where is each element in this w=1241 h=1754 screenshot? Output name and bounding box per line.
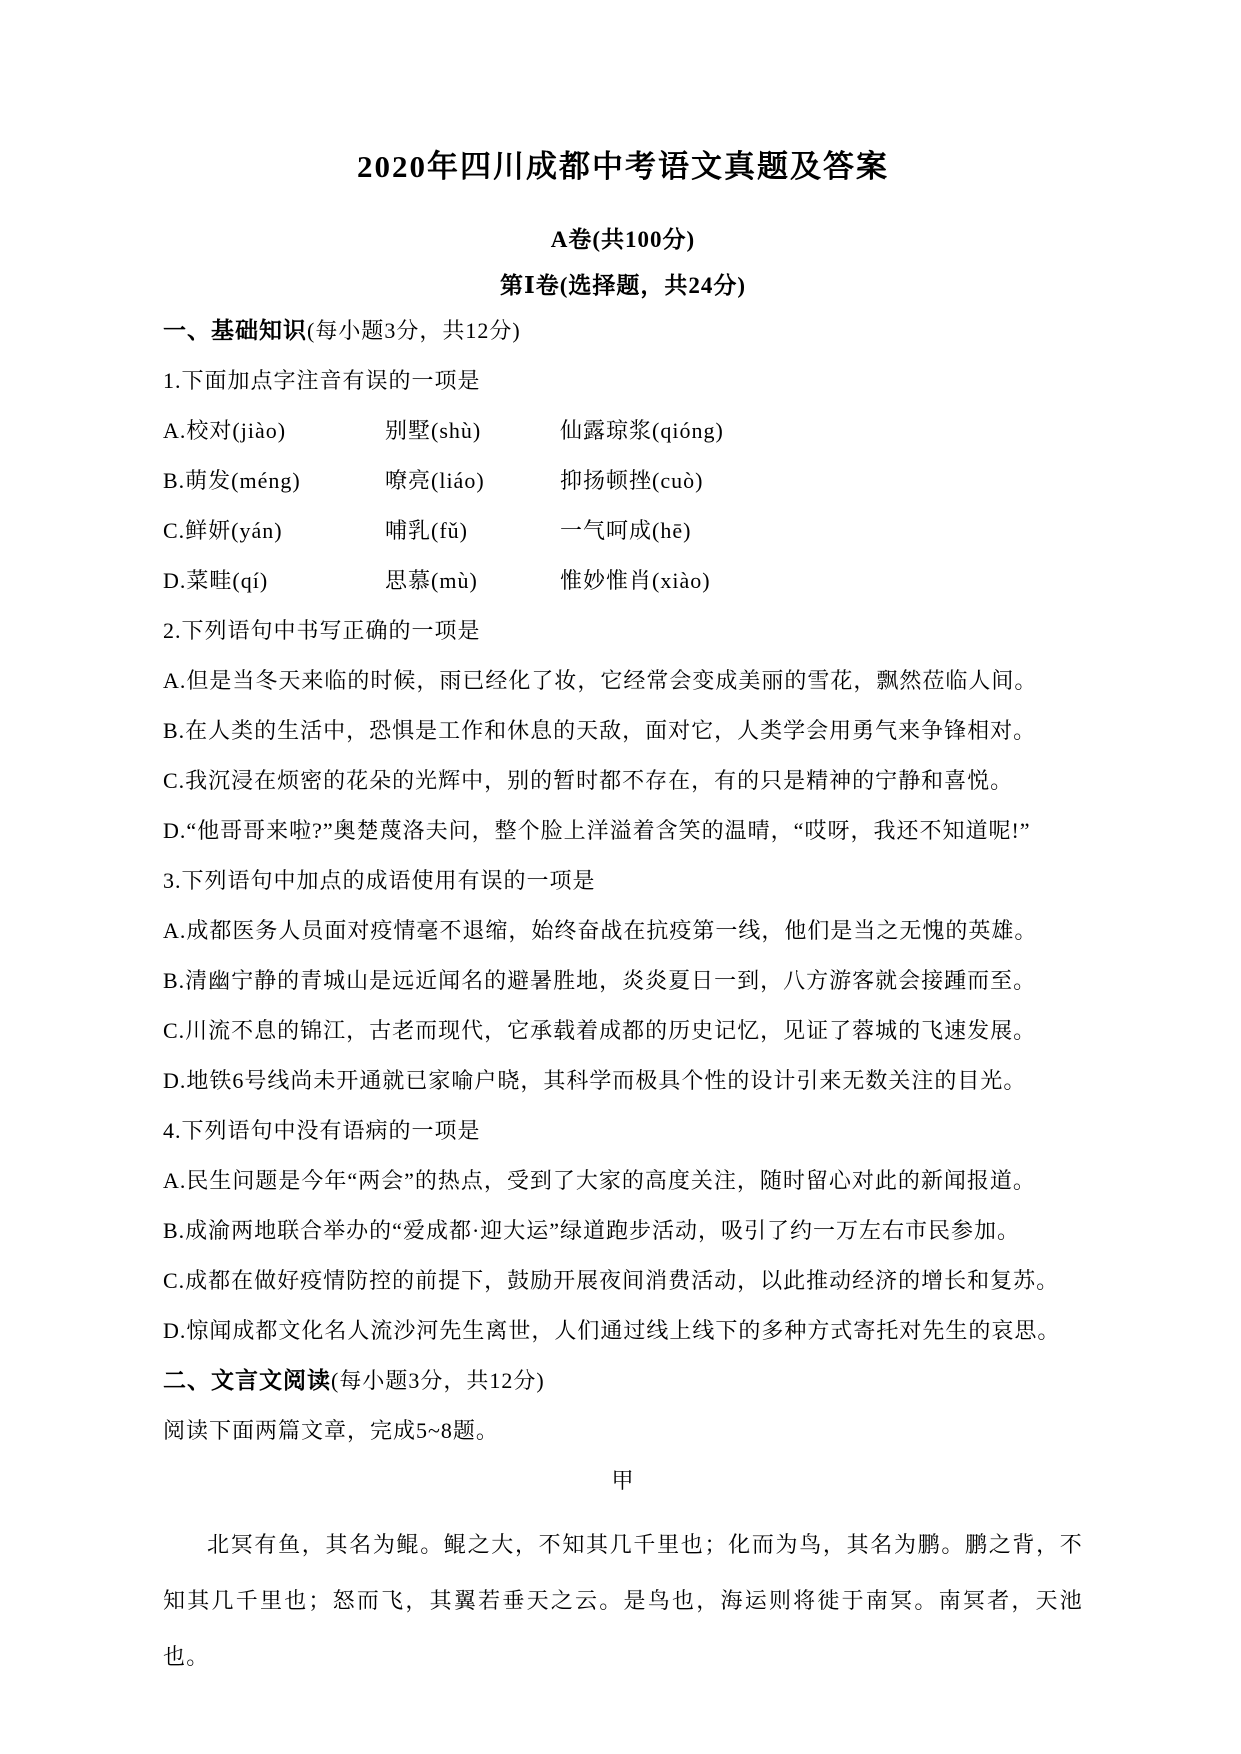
section-2-heading: [163, 1367, 1083, 1395]
question-3-stem: 3.下列语句中加点的成语使用有误的一项是: [163, 868, 596, 893]
question-1-option-c: [163, 517, 1083, 545]
question-4-option-a: A.民生问题是今年“两会”的热点，受到了大家的高度关注，随时留心对此的新闻报道。: [163, 1168, 1036, 1193]
question-1-stem: 1.下面加点字注音有误的一项是: [163, 368, 481, 393]
q1-c-word-3: 一气呵成(hē): [560, 518, 692, 543]
question-1-option-a: [163, 417, 1083, 445]
exam-title: 2020年四川成都中考语文真题及答案: [357, 149, 889, 184]
passage-label: 甲: [611, 1468, 635, 1493]
section-2-instruction: 阅读下面两篇文章，完成5~8题。: [163, 1418, 499, 1443]
q1-b-word-2: 嘹亮(liáo): [385, 468, 485, 493]
volume-heading: A卷(共100分): [550, 227, 696, 252]
section-2-heading-note: (每小题3分，共12分): [331, 1368, 545, 1393]
question-2-option-c: C.我沉浸在烦密的花朵的光辉中，别的暂时都不存在，有的只是精神的宁静和喜悦。: [163, 768, 1014, 793]
question-4-stem: 4.下列语句中没有语病的一项是: [163, 1118, 481, 1143]
question-3-option-a: A.成都医务人员面对疫情毫不退缩，始终奋战在抗疫第一线，他们是当之无愧的英雄。: [163, 918, 1038, 943]
question-2-option-b: B.在人类的生活中，恐惧是工作和休息的天敌，面对它，人类学会用勇气来争锋相对。: [163, 718, 1037, 743]
q1-d-word-2: 思慕(mù): [385, 568, 478, 593]
passage-text: 北冥有鱼，其名为鲲。鲲之大，不知其几千里也；化而为鸟，其名为鹏。鹏之背，不知其几千里也；怒而飞，其翼若垂天之云。是鸟也，海运则将徙于南冥。南冥者，天池也。: [163, 1532, 1083, 1669]
q1-a-word-1: A.校对(jiào): [163, 418, 287, 443]
question-2-stem: 2.下列语句中书写正确的一项是: [163, 618, 481, 643]
section-1-heading-title: 一、基础知识: [163, 318, 307, 343]
q1-a-word-2: 别墅(shù): [385, 418, 482, 443]
question-2-option-a: A.但是当冬天来临的时候，雨已经化了妆，它经常会变成美丽的雪花，飘然莅临人间。: [163, 668, 1038, 693]
q1-d-word-3: 惟妙惟肖(xiào): [560, 568, 711, 593]
section-1-heading: [163, 317, 1083, 345]
question-3-option-c: C.川流不息的锦江，古老而现代，它承载着成都的历史记忆，见证了蓉城的飞速发展。: [163, 1018, 1037, 1043]
question-3-option-b: B.清幽宁静的青城山是远近闻名的避暑胜地，炎炎夏日一到，八方游客就会接踵而至。: [163, 968, 1037, 993]
question-2-option-d: D.“他哥哥来啦?”奥楚蔑洛夫问，整个脸上洋溢着含笑的温晴，“哎呀，我还不知道呢!”: [163, 818, 1031, 843]
part-heading: 第Ⅰ卷(选择题，共24分): [499, 273, 747, 298]
question-4-option-d: D.惊闻成都文化名人流沙河先生离世，人们通过线上线下的多种方式寄托对先生的哀思。: [163, 1318, 1061, 1343]
q1-a-word-3: 仙露琼浆(qióng): [560, 418, 724, 443]
section-1-heading-note: (每小题3分，共12分): [307, 318, 521, 343]
q1-b-word-1: B.萌发(méng): [163, 468, 301, 493]
section-2-heading-title: 二、文言文阅读: [163, 1368, 331, 1393]
question-4-option-b: B.成渝两地联合举办的“爱成都·迎大运”绿道跑步活动，吸引了约一万左右市民参加。: [163, 1218, 1021, 1243]
q1-b-word-3: 抑扬顿挫(cuò): [560, 468, 704, 493]
q1-d-word-1: D.菜畦(qí): [163, 568, 269, 593]
q1-c-word-1: C.鲜妍(yán): [163, 518, 283, 543]
question-4-option-c: C.成都在做好疫情防控的前提下，鼓励开展夜间消费活动，以此推动经济的增长和复苏。: [163, 1268, 1060, 1293]
question-3-option-d: D.地铁6号线尚未开通就已家喻户晓，其科学而极具个性的设计引来无数关注的目光。: [163, 1068, 1027, 1093]
q1-c-word-2: 哺乳(fǔ): [385, 518, 468, 543]
question-1-option-b: [163, 467, 1083, 495]
question-1-option-d: [163, 567, 1083, 595]
